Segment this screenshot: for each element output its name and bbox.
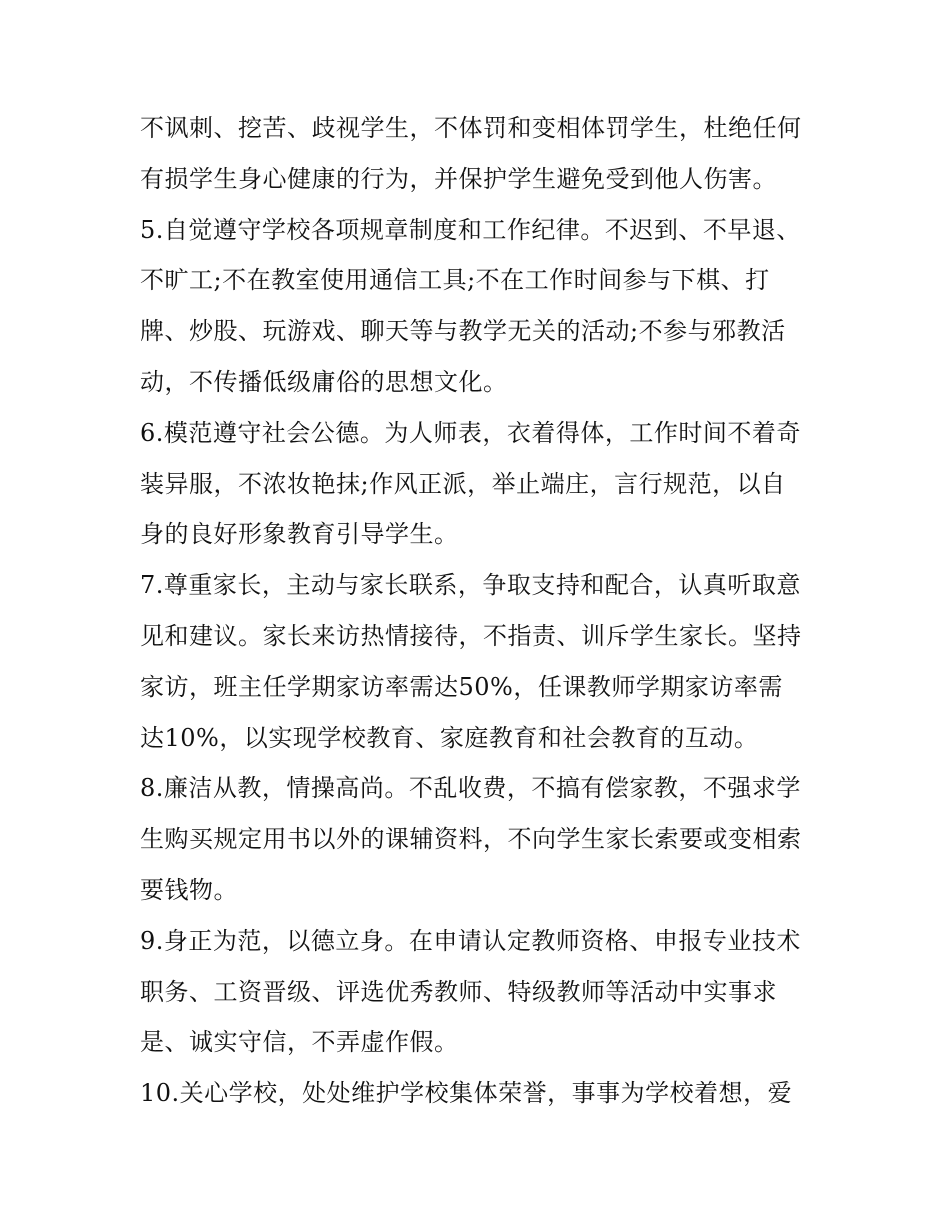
text-line: 不讽刺、挖苦、歧视学生，不体罚和变相体罚学生，杜绝任何 bbox=[140, 114, 802, 142]
text-line: 5.自觉遵守学校各项规章制度和工作纪律。不迟到、不早退、 bbox=[140, 215, 801, 244]
text-line: 有损学生身心健康的行为，并保护学生避免受到他人伤害。 bbox=[140, 164, 777, 193]
text-line: 达10%，以实现学校教育、家庭教育和社会教育的互动。 bbox=[140, 723, 759, 752]
text-line: 是、诚实守信，不弄虚作假。 bbox=[140, 1028, 459, 1057]
text-line: 职务、工资晋级、评选优秀教师、特级教师等活动中实事求 bbox=[140, 977, 777, 1006]
text-line: 牌、炒股、玩游戏、聊天等与教学无关的活动;不参与邪教活 bbox=[140, 317, 786, 346]
text-line: 7.尊重家长，主动与家长联系，争取支持和配合，认真听取意 bbox=[140, 571, 801, 600]
text-line: 不旷工;不在教室使用通信工具;不在工作时间参与下棋、打 bbox=[140, 266, 770, 295]
text-line: 家访，班主任学期家访率需达50%，任课教师学期家访率需 bbox=[140, 672, 783, 701]
text-line: 生购买规定用书以外的课辅资料，不向学生家长索要或变相索 bbox=[140, 825, 802, 854]
text-line: 见和建议。家长来访热情接待，不指责、训斥学生家长。坚持 bbox=[140, 621, 802, 650]
text-line: 6.模范遵守社会公德。为人师表，衣着得体，工作时间不着奇 bbox=[140, 418, 801, 447]
text-line: 8.廉洁从教，情操高尚。不乱收费，不搞有偿家教，不强求学 bbox=[140, 774, 801, 803]
text-line: 9.身正为范，以德立身。在申请认定教师资格、申报专业技术 bbox=[140, 926, 801, 955]
document-body bbox=[140, 103, 820, 1119]
text-line: 身的良好形象教育引导学生。 bbox=[140, 520, 459, 549]
text-line: 装异服，不浓妆艳抹;作风正派，举止端庄，言行规范，以自 bbox=[140, 469, 786, 498]
text-line: 动，不传播低级庸俗的思想文化。 bbox=[140, 367, 508, 396]
text-line: 10.关心学校，处处维护学校集体荣誉，事事为学校着想，爱 bbox=[140, 1079, 793, 1108]
text-line: 要钱物。 bbox=[140, 875, 238, 904]
